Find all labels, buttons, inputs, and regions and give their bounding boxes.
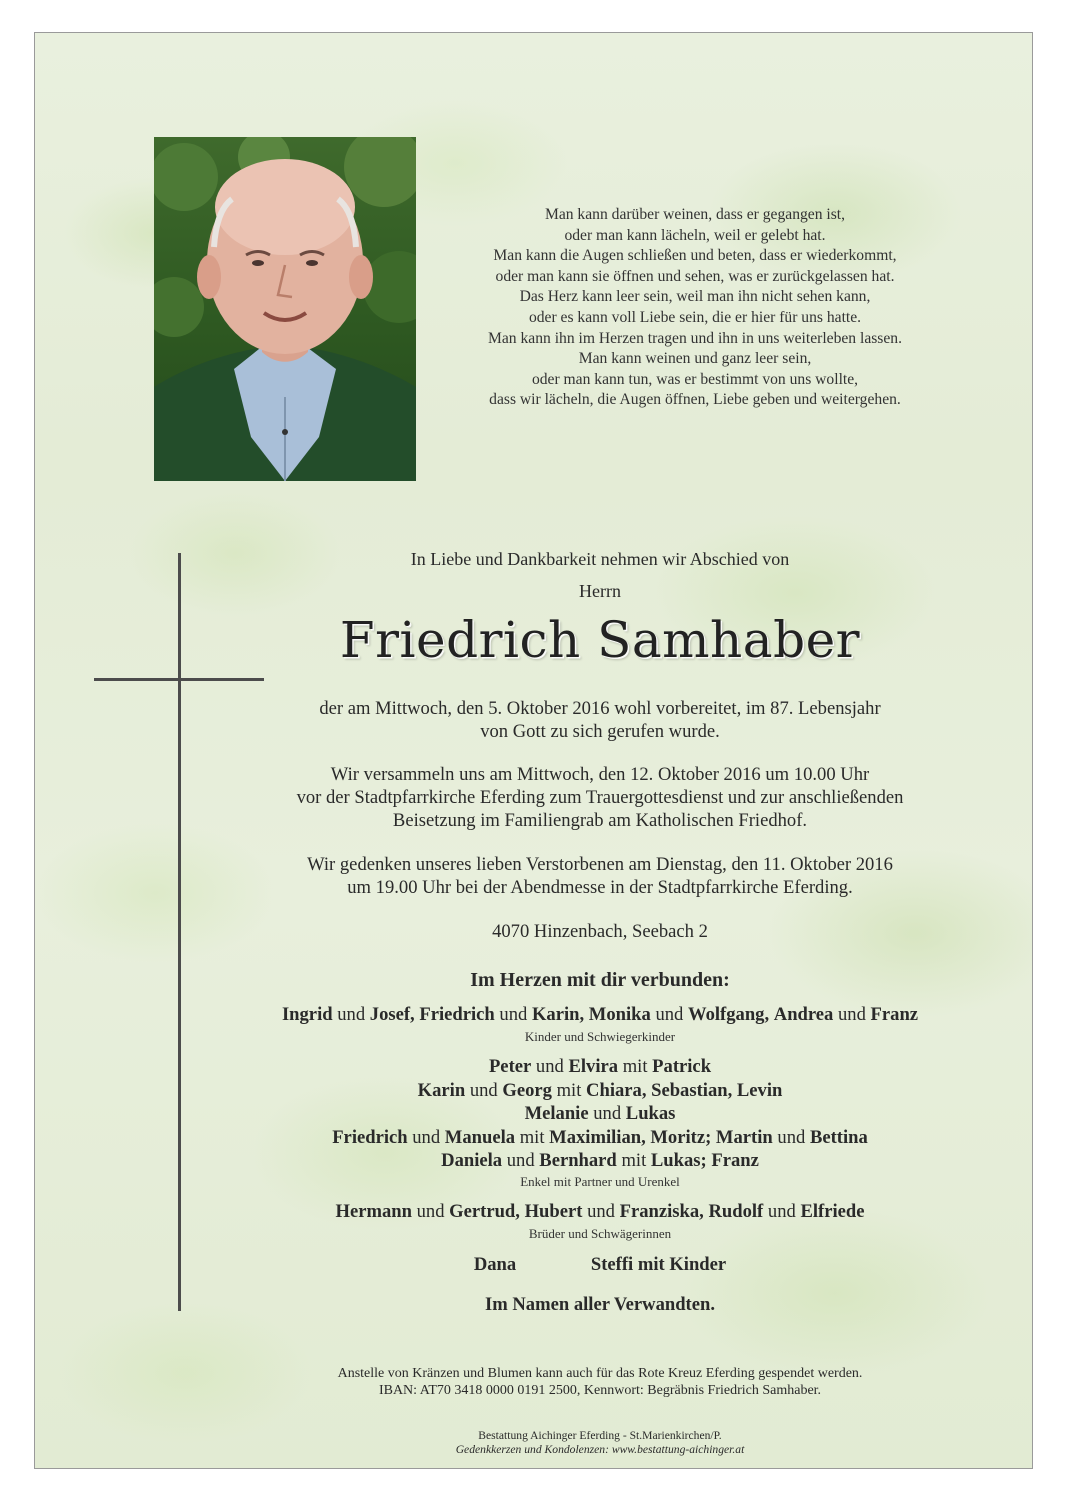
grandchildren-caption: Enkel mit Partner und Urenkel (520, 1174, 680, 1189)
poem-line: dass wir lächeln, die Augen öffnen, Liebe geben und weitergehen. (489, 391, 901, 409)
grandchildren-block (200, 1055, 1000, 1173)
poem-line: oder man kann lächeln, weil er gelebt hat. (564, 226, 826, 244)
joiner: und (535, 1056, 564, 1077)
mourner-name: Friedrich (419, 1004, 495, 1025)
mourner-name: Andrea (773, 1004, 834, 1025)
poem-line: Man kann weinen und ganz leer sein, (578, 350, 812, 368)
mourner-name: Ingrid (281, 1004, 333, 1025)
grandchildren-line (200, 1055, 1000, 1079)
joiner: und (416, 1201, 445, 1222)
siblings-caption: Brüder und Schwägerinnen (528, 1226, 672, 1241)
joiner: und (655, 1004, 684, 1025)
address: 4070 Hinzenbach, Seebach 2 (492, 921, 708, 942)
mourner-name: Elvira (568, 1056, 619, 1077)
footer (200, 1429, 1000, 1457)
mourner-name: Lukas; Franz (650, 1150, 759, 1172)
mourner-name: Hubert (524, 1201, 583, 1222)
funeral-home: Bestattung Aichinger Eferding - St.Marienkirchen/P. (478, 1429, 722, 1442)
mourner-name: Melanie (524, 1103, 589, 1125)
grandchildren-line (200, 1102, 1000, 1126)
funeral-notice (200, 763, 1000, 832)
memorial-line: um 19.00 Uhr bei der Abendmesse in der Stadtpfarrkirche Eferding. (347, 877, 853, 898)
condolence-website: Gedenkkerzen und Kondolenzen: www.bestattung-aichinger.at (455, 1443, 745, 1456)
salutation: Herrn (579, 581, 621, 601)
joiner: und (469, 1079, 498, 1101)
poem-line: Man kann ihn im Herzen tragen und ihn in uns weiterleben lassen. (488, 329, 902, 347)
mourner-name: Wolfgang, (688, 1004, 770, 1025)
joiner: und (777, 1126, 806, 1148)
joiner: und (593, 1103, 622, 1125)
poem-line: Das Herz kann leer sein, weil man ihn nicht sehen kann, (519, 288, 871, 306)
portrait-photo (154, 137, 416, 481)
donation-line: Anstelle von Kränzen und Blumen kann auch für das Rote Kreuz Eferding gespendet werden. (337, 1366, 863, 1381)
mourner-name: Rudolf (708, 1201, 764, 1222)
grandchildren-line (200, 1126, 1000, 1150)
joiner: und (587, 1201, 615, 1222)
mourner-name: Chiara, Sebastian, Levin (586, 1079, 783, 1101)
mourner-name: Lukas (625, 1103, 676, 1125)
mourner-name: Manuela (444, 1126, 516, 1148)
mourner-name: Franz (870, 1004, 919, 1025)
mourners-heading: Im Herzen mit dir verbunden: (470, 969, 730, 991)
donation-note (200, 1365, 1000, 1399)
mourner-name: Daniela (441, 1150, 503, 1172)
joiner: und (506, 1150, 535, 1172)
children-caption: Kinder und Schwiegerkinder (524, 1029, 676, 1044)
death-notice (200, 697, 1000, 743)
funeral-line: Wir versammeln uns am Mittwoch, den 12. Oktober 2016 um 10.00 Uhr (330, 764, 870, 785)
joiner: mit (621, 1150, 647, 1172)
memorial-notice (200, 853, 1000, 899)
mourner-name: Bettina (809, 1126, 868, 1148)
joiner: und (337, 1004, 366, 1025)
grandchildren-line (200, 1149, 1000, 1173)
poem-line: oder es kann voll Liebe sein, die er hier für uns hatte. (528, 308, 862, 326)
mourner-name: Georg (502, 1079, 552, 1101)
memorial-line: Wir gedenken unseres lieben Verstorbenen am Dienstag, den 11. Oktober 2016 (307, 854, 893, 875)
poem-line: oder man kann tun, was er bestimmt von uns wollte, (531, 370, 859, 388)
cross-icon-bar (94, 678, 264, 681)
grandchildren-line (200, 1079, 1000, 1103)
mourner-name: Steffi mit Kinder (590, 1254, 727, 1275)
closing-line: Im Namen aller Verwandten. (484, 1294, 715, 1315)
mourner-name: Peter (488, 1056, 532, 1077)
mourner-name: Franziska, (619, 1201, 704, 1222)
iban-line: IBAN: AT70 3418 0000 0191 2500, Kennwort: Begräbnis Friedrich Samhaber. (378, 1383, 822, 1398)
poem-line: oder man kann sie öffnen und sehen, was er zurückgelassen hat. (495, 267, 895, 285)
intro-text: In Liebe und Dankbarkeit nehmen wir Abschied von (410, 549, 790, 569)
funeral-line: vor der Stadtpfarrkirche Eferding zum Trauergottesdienst und zur anschließenden (296, 787, 904, 808)
joiner: und (838, 1004, 866, 1025)
cross-icon (178, 553, 181, 1311)
mourner-name: Dana (473, 1254, 517, 1275)
mourner-name: Hermann (335, 1201, 412, 1222)
children-line (200, 1003, 1000, 1027)
joiner: und (767, 1201, 796, 1222)
funeral-line: Beisetzung im Familiengrab am Katholischen Friedhof. (392, 810, 808, 831)
mourner-name: Karin (417, 1079, 466, 1101)
mourner-name: Gertrud, (449, 1201, 520, 1222)
siblings-line (200, 1200, 1000, 1224)
deceased-name: Friedrich Samhaber (339, 611, 861, 669)
mourner-name: Patrick (652, 1056, 712, 1077)
joiner: mit (622, 1056, 648, 1077)
poem-line: Man kann die Augen schließen und beten, dass er wiederkommt, (493, 247, 897, 265)
joiner: mit (519, 1126, 545, 1148)
mourner-name: Josef, (369, 1004, 415, 1025)
others-line (200, 1253, 1000, 1277)
mourner-name: Karin, (531, 1004, 585, 1025)
obituary-card (34, 32, 1033, 1469)
mourner-name: Monika (588, 1004, 651, 1025)
poem-line: Man kann darüber weinen, dass er gegangen ist, (544, 206, 846, 223)
mourner-name: Elfriede (800, 1201, 865, 1222)
joiner: und (412, 1126, 441, 1148)
death-line: der am Mittwoch, den 5. Oktober 2016 wohl vorbereitet, im 87. Lebensjahr (319, 698, 881, 719)
mourner-name: Friedrich (332, 1126, 408, 1148)
joiner: mit (556, 1079, 582, 1101)
mourner-name: Bernhard (539, 1150, 617, 1172)
mourner-name: Maximilian, Moritz; Martin (549, 1126, 773, 1148)
death-line: von Gott zu sich gerufen wurde. (480, 721, 720, 742)
joiner: und (499, 1004, 528, 1025)
poem (415, 205, 975, 411)
